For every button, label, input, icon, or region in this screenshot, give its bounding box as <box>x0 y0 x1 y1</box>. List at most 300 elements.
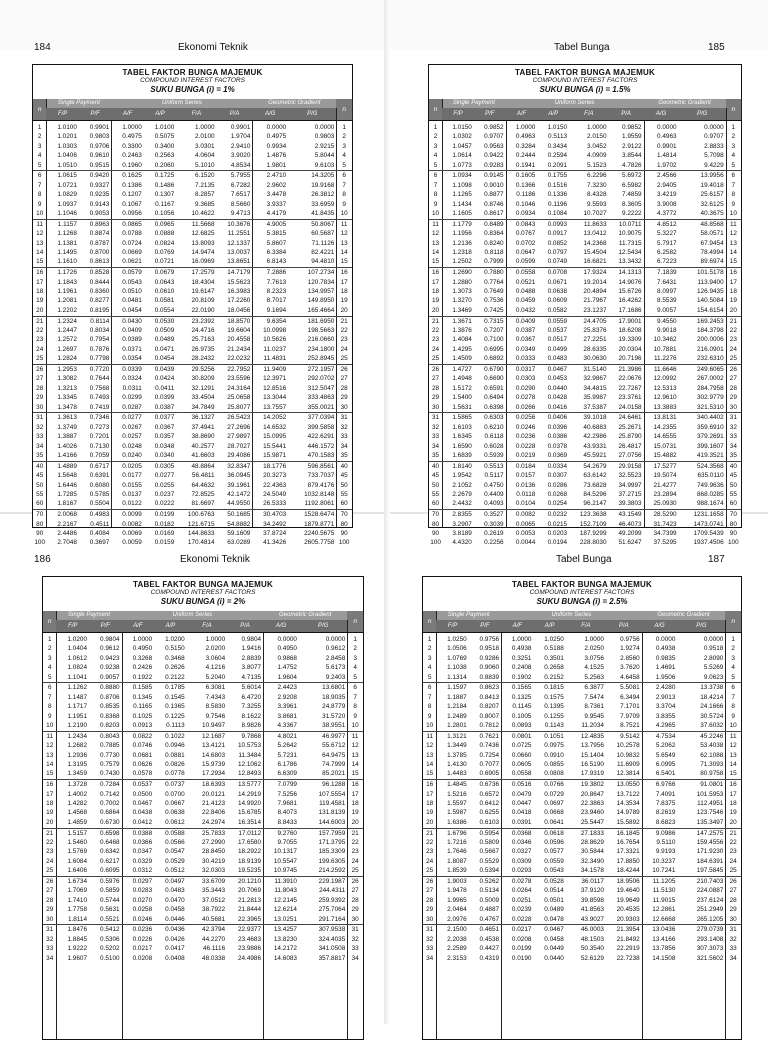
table-row <box>33 345 352 354</box>
factor-cell-p-f: 0.9563 <box>484 142 504 150</box>
factor-cell-f-p: 1.0457 <box>452 142 472 150</box>
factor-cell-p-a: 0.9804 <box>241 636 262 643</box>
factor-cell-f-a: 4.1525 <box>584 664 604 672</box>
factor-cell-f-a: 43.9027 <box>580 915 604 923</box>
period-cell: 45 <box>340 472 348 480</box>
table-row <box>423 808 741 817</box>
factor-cell-p-f: 0.3697 <box>89 539 110 547</box>
factor-cell-f-p: 1.9542 <box>452 472 472 480</box>
factor-cell-a-g: 0.0000 <box>266 124 287 131</box>
column-header-f-a: F/A <box>566 620 607 632</box>
period-cell: 21 <box>351 829 359 837</box>
factor-cell-a-p: 0.1167 <box>155 200 175 208</box>
period-cell: 18 <box>46 800 54 807</box>
factor-cell-f-a: 7.5474 <box>584 693 604 701</box>
table-row <box>43 712 363 721</box>
factor-cell-p-g: 197.5845 <box>696 867 724 875</box>
factor-cell-p-a: 25.2671 <box>618 423 642 431</box>
period-cell: 3 <box>731 654 735 662</box>
period-cell: 20 <box>351 818 359 826</box>
factor-cell-f-a: 1.0000 <box>195 124 215 131</box>
factor-cell-f-a: 15.9739 <box>202 761 226 768</box>
factor-cell-p-f: 0.7201 <box>89 433 110 441</box>
factor-cell-a-p: 0.0417 <box>165 945 185 953</box>
factor-cell-p-a: 63.0289 <box>227 539 251 547</box>
period-cell: 60 <box>729 500 737 508</box>
period-cell: 20 <box>432 306 440 314</box>
factor-cell-p-g: 291.7164 <box>318 915 346 923</box>
factor-cell-f-p: 1.4002 <box>67 790 88 798</box>
factor-cell-a-g: 12.5313 <box>653 384 677 392</box>
factor-cell-a-f: 0.0725 <box>511 742 532 750</box>
factor-cell-p-a: 22.0232 <box>227 355 251 363</box>
factor-cell-f-a: 25.7833 <box>202 829 226 837</box>
factor-cell-a-g: 31.7423 <box>653 520 677 528</box>
factor-cell-p-g: 38.9551 <box>322 722 346 729</box>
factor-cell-p-a: 13.0037 <box>227 249 251 256</box>
table-row <box>429 278 741 287</box>
period-cell: 9 <box>47 712 52 720</box>
factor-cell-p-a: 3.9020 <box>230 152 251 160</box>
factor-cell-p-f: 0.7059 <box>89 452 110 459</box>
factor-cell-a-p: 0.0824 <box>154 239 175 247</box>
factor-cell-a-p: 0.1785 <box>165 684 185 692</box>
factor-cell-a-p: 0.2594 <box>547 152 568 160</box>
factor-cell-f-a: 40.6883 <box>583 423 607 431</box>
period-cell: 29 <box>729 394 737 402</box>
factor-cell-p-f: 0.9235 <box>89 191 110 199</box>
period-cell: 32 <box>729 935 737 943</box>
factor-cell-a-p: 0.1336 <box>547 191 568 199</box>
factor-cell-p-a: 16.3983 <box>227 288 251 295</box>
period-cell: 26 <box>426 878 434 885</box>
factor-cell-a-f: 0.0537 <box>132 781 153 789</box>
table-row <box>33 413 352 422</box>
factor-cell-a-p: 0.1022 <box>165 732 185 740</box>
factor-cell-a-p: 0.1395 <box>544 703 564 711</box>
factor-cell-a-f: 1.0000 <box>122 124 142 131</box>
period-cell: 21 <box>36 317 44 325</box>
factor-cell-p-g: 101.5178 <box>697 269 724 277</box>
factor-cell-p-g: 279.0739 <box>696 926 724 934</box>
factor-cell-a-p: 0.1143 <box>544 722 564 729</box>
factor-cell-a-p: 0.0559 <box>547 317 568 325</box>
factor-cell-p-a: 12.5434 <box>618 249 642 256</box>
factor-cell-a-f: 0.0447 <box>511 800 532 807</box>
factor-cell-p-f: 0.8535 <box>100 703 120 711</box>
factor-cell-p-g: 46.9977 <box>322 732 346 740</box>
factor-cell-p-g: 229.1987 <box>318 878 346 885</box>
factor-cell-p-a: 6.5982 <box>622 181 642 189</box>
column-header-n: n <box>336 99 353 120</box>
factor-cell-a-p: 1.0100 <box>154 124 175 131</box>
factor-cell-p-f: 0.7720 <box>89 366 110 373</box>
factor-cell-a-f: 0.0430 <box>122 317 142 325</box>
factor-cell-a-p: 0.1307 <box>154 191 175 199</box>
factor-cell-f-a: 5.2040 <box>205 673 226 681</box>
factor-cell-p-a: 19.5235 <box>237 867 262 875</box>
period-cell: 13 <box>36 239 44 247</box>
factor-cell-a-f: 0.1585 <box>132 684 153 692</box>
column-header-p-a: P/A <box>227 620 264 632</box>
factor-cell-f-p: 1.1887 <box>447 693 467 701</box>
period-cell: 14 <box>729 249 737 256</box>
factor-cell-a-g: 12.9610 <box>653 394 677 402</box>
table-row <box>423 944 741 953</box>
column-header-n: n <box>429 99 443 120</box>
factor-cell-a-g: 4.2965 <box>655 722 676 729</box>
factor-cell-p-f: 0.9060 <box>479 664 500 672</box>
factor-cell-f-p: 1.2682 <box>67 742 88 750</box>
table-row <box>423 712 741 721</box>
factor-cell-f-p: 1.6084 <box>67 857 88 865</box>
factor-cell-p-a: 20.4535 <box>616 906 640 914</box>
period-cell: 31 <box>36 414 44 422</box>
factor-cell-a-g: 11.2276 <box>653 355 677 363</box>
factor-cell-f-p: 1.0250 <box>447 636 467 643</box>
factor-cell-a-p: 0.0766 <box>544 781 564 789</box>
factor-cell-a-f: 0.0246 <box>515 423 536 431</box>
period-cell: 80 <box>340 520 348 528</box>
factor-cell-p-g: 635.0110 <box>697 472 724 480</box>
factor-cell-a-f: 0.0309 <box>511 857 532 865</box>
factor-cell-p-a: 15.6785 <box>237 809 262 817</box>
group-header-uniform-series: Uniform Series <box>506 99 645 108</box>
factor-cell-f-a: 22.8406 <box>202 809 226 817</box>
table-row <box>43 799 363 808</box>
period-cell: 45 <box>432 472 440 480</box>
book-page-187 <box>384 512 768 1024</box>
factor-cell-a-g: 4.8512 <box>657 220 677 228</box>
period-cell: 3 <box>47 654 52 662</box>
factor-cell-p-a: 42.1472 <box>227 491 251 498</box>
factor-cell-a-p: 0.0610 <box>154 288 175 295</box>
factor-cell-p-f: 0.9756 <box>479 636 500 643</box>
factor-cell-p-a: 6.4720 <box>241 693 262 701</box>
factor-cell-p-a: 32.5523 <box>618 472 642 480</box>
factor-cell-f-p: 1.3749 <box>57 423 77 431</box>
factor-cell-a-f: 0.0724 <box>122 239 142 247</box>
factor-cell-p-a: 20.1210 <box>237 878 262 885</box>
factor-cell-p-g: 237.6124 <box>696 896 724 904</box>
factor-cell-p-g: 171.3795 <box>318 839 346 846</box>
factor-cell-p-g: 26.3812 <box>311 191 335 199</box>
table-row <box>429 462 741 471</box>
page-number: 186 <box>34 554 51 565</box>
factor-cell-p-f: 0.5667 <box>479 848 500 856</box>
factor-cell-p-g: 24.1666 <box>700 703 724 711</box>
factor-cell-a-p: 0.0458 <box>544 935 564 943</box>
factor-cell-f-p: 1.1487 <box>67 693 88 701</box>
column-header-f-p: F/P <box>56 620 90 632</box>
factor-cell-a-p: 0.1196 <box>548 200 568 208</box>
factor-cell-p-a: 9.7868 <box>241 732 262 740</box>
factor-cell-f-a: 45.5921 <box>583 452 607 459</box>
table-row <box>429 229 741 238</box>
factor-cell-f-a: 72.8525 <box>191 491 215 498</box>
factor-cell-a-g: 0.4938 <box>655 645 676 653</box>
period-cell: 11 <box>340 220 348 228</box>
factor-cell-p-f: 0.7284 <box>100 781 120 789</box>
factor-cell-f-p: 1.1268 <box>57 230 77 238</box>
factor-cell-p-a: 13.3432 <box>618 258 642 266</box>
period-cell: 23 <box>36 336 44 344</box>
factor-cell-f-p: 1.1961 <box>57 288 77 295</box>
factor-cell-a-p: 0.1051 <box>544 732 564 740</box>
factor-cell-a-g: 0.0000 <box>657 124 677 131</box>
factor-cell-p-g: 78.4994 <box>700 249 724 256</box>
table-subtitle: COMPOUND INTEREST FACTORS <box>150 589 256 596</box>
group-header-uniform-series: Uniform Series <box>122 611 264 620</box>
factor-cell-a-f: 0.0822 <box>132 732 153 740</box>
factor-cell-a-f: 0.1046 <box>515 200 536 208</box>
factor-cell-p-a: 12.8493 <box>237 770 262 778</box>
period-cell: 9 <box>731 712 735 720</box>
factor-cell-a-p: 0.0946 <box>165 742 185 750</box>
factor-cell-a-f: 0.0311 <box>122 384 142 392</box>
factor-cell-a-g: 11.3910 <box>274 878 297 885</box>
factor-cell-f-a: 3.0604 <box>205 654 226 662</box>
factor-cell-a-p: 0.2091 <box>547 161 568 169</box>
period-cell: 1 <box>433 124 438 131</box>
table-row <box>33 151 352 160</box>
period-cell: 18 <box>351 800 359 807</box>
factor-cell-f-a: 48.1503 <box>580 935 604 943</box>
factor-cell-f-a: 18.6393 <box>202 781 226 789</box>
factor-cell-f-p: 1.3613 <box>57 414 77 422</box>
factor-cell-f-a: 23.9460 <box>580 809 604 817</box>
factor-cell-p-g: 18.9035 <box>322 693 346 701</box>
factor-cell-a-p: 0.0440 <box>544 954 564 962</box>
table-body <box>423 632 741 1039</box>
period-cell: 31 <box>729 926 737 934</box>
factor-cell-p-g: 2.9215 <box>314 142 335 150</box>
factor-cell-p-g: 324.4035 <box>318 935 346 943</box>
factor-cell-f-a: 32.0303 <box>202 867 226 875</box>
factor-cell-f-p: 1.3785 <box>447 751 467 759</box>
table-title: TABEL FAKTOR BUNGA MAJEMUK <box>514 68 656 77</box>
period-cell: 23 <box>351 848 359 856</box>
factor-cell-p-f: 0.9610 <box>89 152 110 160</box>
table-row <box>33 268 352 277</box>
factor-cell-f-a: 42.2986 <box>583 433 607 441</box>
factor-cell-p-g: 67.9454 <box>700 239 724 247</box>
factor-cell-f-p: 1.4295 <box>452 345 472 353</box>
factor-cell-p-g: 5.7098 <box>704 152 724 160</box>
factor-cell-f-p: 1.0200 <box>67 636 88 643</box>
interest-table-1pct <box>32 64 353 547</box>
factor-cell-p-a: 54.8882 <box>227 520 251 528</box>
period-cell: 70 <box>36 511 44 519</box>
factor-cell-f-a: 8.4328 <box>586 191 607 199</box>
table-row <box>43 847 363 856</box>
factor-cell-f-p: 1.5597 <box>447 800 467 807</box>
factor-cell-f-p: 1.3469 <box>452 306 472 314</box>
factor-cell-f-a: 26.9735 <box>191 345 215 353</box>
period-cell: 15 <box>729 258 737 266</box>
factor-cell-a-f: 0.0409 <box>122 327 142 334</box>
table-row <box>43 905 363 914</box>
factor-cell-f-a: 41.8563 <box>580 906 604 914</box>
period-cell: 33 <box>351 945 359 953</box>
factor-cell-p-g: 154.6154 <box>697 306 724 314</box>
period-cell: 5 <box>731 161 736 169</box>
period-cell: 4 <box>731 664 735 672</box>
period-cell: 90 <box>340 530 348 537</box>
factor-cell-f-p: 1.9003 <box>447 878 467 885</box>
factor-cell-p-g: 333.4863 <box>307 394 335 402</box>
table-row <box>423 760 741 769</box>
table-row <box>33 257 352 266</box>
table-row <box>43 808 363 817</box>
factor-cell-p-g: 0.0000 <box>703 636 724 643</box>
factor-cell-a-g: 13.4257 <box>273 926 297 934</box>
period-cell: 22 <box>432 327 440 334</box>
factor-cell-a-g: 3.4219 <box>657 191 677 199</box>
factor-cell-p-f: 0.4651 <box>479 926 500 934</box>
factor-cell-a-f: 0.0702 <box>515 239 536 247</box>
period-cell: 100 <box>727 539 739 547</box>
factor-cell-a-f: 0.0293 <box>511 867 532 875</box>
period-cell: 16 <box>340 269 348 277</box>
factor-cell-a-f: 0.2426 <box>132 664 153 672</box>
factor-cell-a-g: 8.4073 <box>277 809 297 817</box>
period-cell: 30 <box>729 915 737 923</box>
period-cell: 27 <box>36 375 44 383</box>
period-cell: 6 <box>433 172 438 180</box>
factor-cell-p-f: 0.2619 <box>484 530 504 537</box>
factor-cell-p-a: 32.8347 <box>227 462 251 470</box>
factor-cell-p-g: 9.2403 <box>325 673 346 681</box>
factor-cell-f-p: 1.7285 <box>57 491 77 498</box>
factor-cell-a-p: 0.0530 <box>154 317 175 325</box>
period-cell: 26 <box>340 366 348 373</box>
factor-cell-p-a: 25.8077 <box>227 403 251 411</box>
factor-cell-a-p: 0.0478 <box>544 915 564 923</box>
factor-cell-a-p: 0.0852 <box>547 239 568 247</box>
factor-cell-a-p: 0.0483 <box>547 355 568 363</box>
factor-cell-f-a: 121.6715 <box>187 520 215 528</box>
running-head: Tabel Bunga <box>554 42 610 53</box>
factor-cell-a-p: 0.0512 <box>165 867 185 875</box>
factor-cell-a-f: 0.0746 <box>132 742 153 750</box>
table-row <box>33 490 352 499</box>
period-cell: 17 <box>729 790 737 798</box>
factor-cell-f-p: 1.2318 <box>452 249 472 256</box>
period-cell: 21 <box>729 317 737 325</box>
factor-cell-a-p: 0.0467 <box>547 366 568 373</box>
factor-cell-p-g: 113.9400 <box>697 278 724 286</box>
period-cell: 6 <box>353 684 357 692</box>
factor-cell-f-a: 29.5256 <box>191 366 215 373</box>
factor-cell-f-p: 1.2697 <box>57 345 77 353</box>
factor-cell-a-f: 0.0190 <box>511 954 532 962</box>
factor-cell-p-g: 1528.6474 <box>304 511 335 519</box>
period-cell: 29 <box>340 394 348 402</box>
factor-cell-f-a: 7.2135 <box>195 181 215 189</box>
column-header-f-a: F/A <box>187 620 228 632</box>
factor-cell-p-f: 0.9145 <box>484 172 504 180</box>
factor-cell-a-f: 0.0270 <box>132 896 153 904</box>
table-row <box>43 818 363 827</box>
factor-cell-p-a: 23.4683 <box>237 935 262 943</box>
factor-cell-p-g: 379.2691 <box>697 433 724 441</box>
factor-cell-a-f: 0.0558 <box>515 269 536 277</box>
table-row <box>423 866 741 875</box>
table-row <box>33 335 352 344</box>
table-row <box>43 954 363 963</box>
factor-cell-p-a: 39.1961 <box>227 481 251 489</box>
factor-cell-p-g: 321.5602 <box>696 954 724 962</box>
table-row <box>429 345 741 354</box>
table-row <box>43 721 363 730</box>
factor-cell-p-f: 0.6103 <box>479 818 500 826</box>
factor-cell-p-g: 184.3798 <box>697 327 724 334</box>
factor-cell-p-f: 0.4750 <box>484 481 504 489</box>
factor-cell-p-a: 49.2099 <box>618 530 642 537</box>
factor-cell-a-p: 0.0396 <box>547 423 568 431</box>
factor-cell-a-f: 0.0239 <box>511 906 532 914</box>
factor-cell-a-p: 0.0268 <box>547 491 568 498</box>
factor-cell-p-a: 5.6972 <box>622 172 642 180</box>
factor-cell-f-a: 17.9319 <box>580 770 604 778</box>
factor-cell-p-a: 12.1337 <box>227 239 251 247</box>
factor-cell-a-g: 12.6214 <box>273 906 297 914</box>
factor-cell-p-g: 234.1800 <box>307 345 335 353</box>
factor-cell-p-f: 0.7649 <box>484 288 504 295</box>
period-cell: 6 <box>47 684 52 692</box>
factor-cell-f-p: 1.1262 <box>67 684 88 692</box>
factor-cell-a-g: 22.4363 <box>263 481 287 489</box>
factor-cell-p-f: 0.4511 <box>90 520 110 528</box>
factor-cell-p-a: 22.9377 <box>237 926 262 934</box>
factor-cell-p-g: 419.3521 <box>697 452 724 459</box>
factor-cell-p-g: 184.6391 <box>696 857 724 865</box>
factor-cell-p-a: 8.1622 <box>241 712 262 720</box>
factor-cell-a-g: 11.9409 <box>263 366 287 373</box>
table-row <box>43 663 363 672</box>
factor-cell-a-f: 0.0266 <box>515 403 536 411</box>
factor-cell-p-g: 64.9475 <box>322 751 346 759</box>
factor-cell-a-f: 0.0412 <box>132 818 153 826</box>
period-cell: 8 <box>37 191 42 199</box>
factor-cell-f-p: 1.1098 <box>452 181 472 189</box>
factor-cell-p-f: 0.7644 <box>89 375 110 383</box>
factor-cell-a-p: 0.1056 <box>154 210 175 217</box>
factor-cell-p-f: 0.7493 <box>89 394 110 402</box>
factor-cell-f-a: 38.8690 <box>191 433 215 441</box>
period-cell: 15 <box>46 770 54 778</box>
factor-cell-f-p: 1.1381 <box>57 239 77 247</box>
factor-cell-p-a: 22.7267 <box>618 384 642 392</box>
factor-cell-a-g: 12.3971 <box>263 375 287 383</box>
factor-cell-p-g: 302.9779 <box>697 394 724 402</box>
factor-cell-p-f: 0.9238 <box>100 664 120 672</box>
factor-cell-a-g: 10.5626 <box>263 336 287 344</box>
factor-cell-a-p: 0.0357 <box>154 433 175 441</box>
factor-cell-a-g: 13.0251 <box>273 915 297 923</box>
table-row <box>33 354 352 363</box>
factor-cell-p-f: 0.7885 <box>100 742 120 750</box>
factor-cell-a-f: 0.0228 <box>515 442 536 450</box>
period-cell: 27 <box>46 887 54 895</box>
factor-cell-p-f: 0.4093 <box>484 500 504 508</box>
factor-cell-p-a: 12.3814 <box>616 770 640 778</box>
factor-cell-a-f: 0.0228 <box>511 915 532 923</box>
factor-cell-p-f: 0.2256 <box>484 539 504 547</box>
factor-cell-a-f: 0.0217 <box>511 926 532 934</box>
factor-cell-f-a: 20.8647 <box>580 790 604 798</box>
